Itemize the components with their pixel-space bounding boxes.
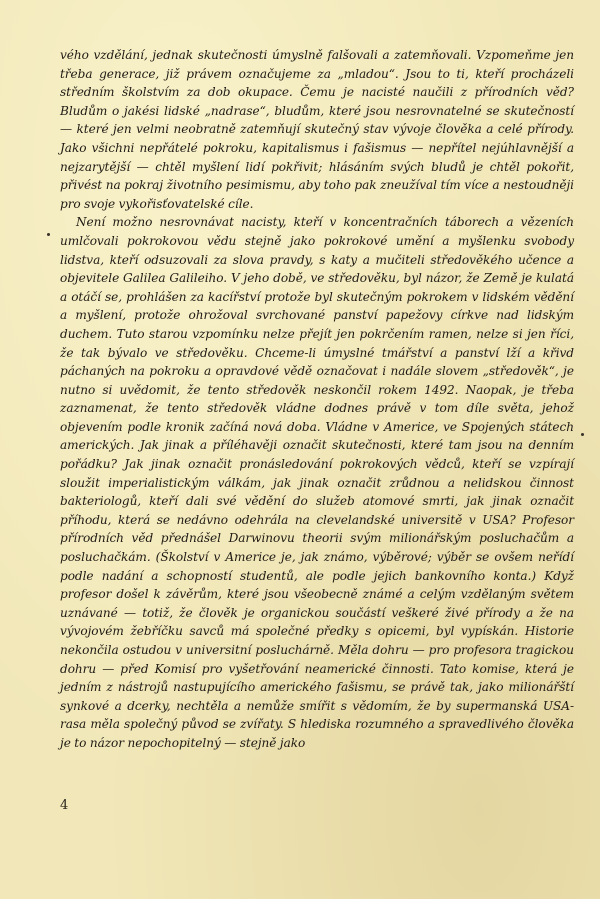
margin-mark: [47, 233, 50, 236]
margin-mark: [581, 433, 584, 436]
page-number: 4: [60, 798, 69, 813]
paragraph-continued: vého vzdělání, jednak skutečnosti úmyslně falšovali a zatemňovali. Vzpomeňme jen třeba generace, již právem označujeme za „mladou“. Jsou to ti, kteří procházeli středním školstvím za dob okupace. Čemu je nacisté naučili z přírodních věd? Bludům o jakési lidské „nadrase“, bludům, které jsou nesrovnatelné se skutečností — které jen velmi neobratně zatemňují skutečný stav vývoje člověka a celé přírody. Jako všichni nepřátelé pokroku, kapitalismus i fašismus — nepřítel nejúhlavnější a nejzarytější — chtěl myšlení lidí pokřivit; hlásáním svých bludů je chtěl pokořit, přivést na pokraj životního pesimismu, aby toho pak zneužíval tím více a nestoudněji pro svoje vykořisťovatelské cíle.: [60, 48, 574, 211]
page-body: [60, 46, 574, 753]
paragraph-nacists-galileo: Není možno nesrovnávat nacisty, kteří v koncentračních táborech a vězeních umlčovali pokrokovou vědu stejně jako pokrokové umění a myšlenku svobody lidstva, kteří odsuzovali za slova pravdy, s katy a mučiteli středověkého učence a objevitele Galilea Galileiho. V jeho době, ve středověku, byl názor, že Země je kulatá a otáčí se, prohlášen za kacířství protože byl skutečným pokrokem v lidském vědění a myšlení, protože ohrožoval svrchované panství papežovy církve nad lidským duchem. Tuto starou vzpomínku nelze přejít jen pokrčením ramen, nelze si jen říci, že tak bývalo ve středověku. Chceme-li úmyslné tmářství a panství lží a křivd páchaných na pokroku a opravdové vědě označovat i nadále slovem „středověk“, je nutno si uvědomit, že tento středověk neskončil rokem 1492. Naopak, je třeba zaznamenat, že tento středověk vládne dodnes právě v tom díle světa, jehož objevením podle kronik začíná nová doba. Vládne v Americe, ve Spojených státech amerických. Jak jinak a příléhavěji označit skutečnosti, které tam jsou na denním pořádku? Jak jinak označit pronásledování pokrokových vědců, kteří se vzpírají sloužit imperialistickým válkám, jak jinak označit zrůdnou a nelidskou činnost bakteriologů, kteří dali své vědění do služeb atomové smrti, jak jinak označit příhodu, která se nedávno odehrála na clevelandské universitě v USA? Profesor přírodních věd přednášel Darwinovu theorii svým milionářským posluchačům a posluchačkám. (Školství v Americe je, jak známo, výběrové; výběr se ovšem neřídí podle nadání a schopností studentů, ale podle jejich bankovního konta.) Když profesor došel k závěrům, které jsou všeobecně známé a celým vzdělaným světem uznávané — totiž, že člověk je organickou součástí veškeré živé přírody a že na vývojovém žebříčku savců má společné předky s opicemi, byl vypískán. Historie nekončila ostudou v universitní posluchárně. Měla dohru — pro profesora tragickou dohru — před Komisí pro vyšetřování neamerické činnosti. Tato komise, která je jedním z nástrojů nastupujícího amerického fašismu, se právě tak, jako milionářští synkové a dcerky, nechtěla a nemůže smířit s vědomím, že by supermanská USA-rasa měla společný původ se zvířaty. S hlediska rozumného a spravedlivého člověka je to názor nepochopitelný — stejně jako: [60, 215, 574, 750]
